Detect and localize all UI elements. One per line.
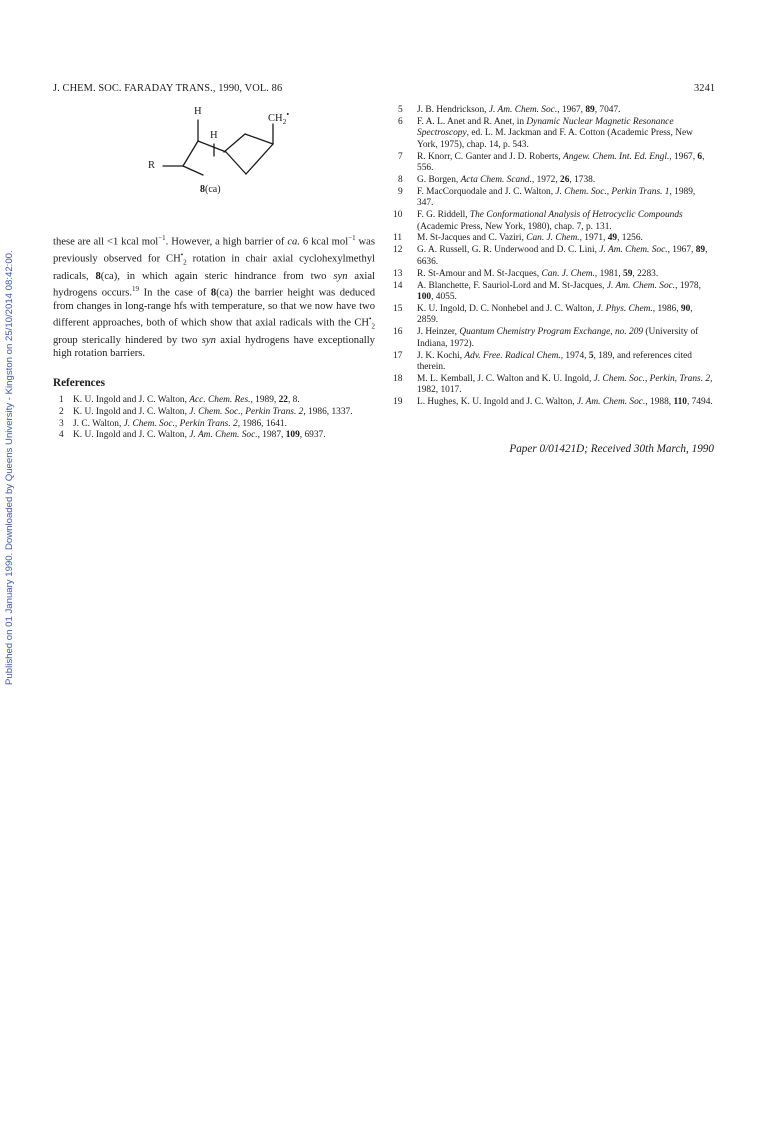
reference-source: J. Chem. Soc., Perkin Trans. 1 (555, 186, 670, 197)
reference-source: J. Chem. Soc., Perkin, Trans. 2 (593, 373, 711, 384)
reference-volume: 59 (623, 268, 633, 279)
reference-number: 8 (398, 174, 403, 185)
reference-volume: 90 (680, 303, 691, 314)
running-head-journal: J. CHEM. SOC. FARADAY TRANS., 1990, VOL. 86 (53, 83, 283, 94)
reference-pages: , 1738. (569, 174, 596, 185)
reference-authors: J. C. Walton, (73, 418, 124, 429)
reference-number: 5 (398, 105, 403, 115)
reference-volume: 89 (695, 245, 706, 256)
reference-item (395, 105, 713, 116)
reference-details: , 1988, (645, 397, 674, 408)
reference-number: 18 (393, 373, 403, 384)
reference-item (395, 245, 713, 268)
reference-authors: L. Hughes, K. U. Ingold and J. C. Walton, (417, 397, 577, 408)
reference-details: , 1978, (675, 280, 701, 291)
reference-number: 16 (393, 327, 403, 338)
reference-source: J. Phys. Chem. (596, 303, 653, 314)
reference-item (395, 152, 713, 175)
page-number: 3241 (694, 83, 716, 94)
figure-label-h-top: H (194, 106, 202, 117)
reference-pages: , 4055. (431, 292, 457, 302)
reference-number: 15 (393, 303, 403, 314)
reference-number: 2 (59, 406, 64, 417)
reference-details: , 1989, (250, 394, 279, 405)
reference-details: , 1972, (531, 174, 561, 185)
reference-authors: J. B. Hendrickson, (417, 105, 489, 115)
reference-volume: 89 (585, 105, 595, 115)
reference-authors: R. Knorr, C. Ganter and J. D. Roberts, (417, 151, 563, 162)
reference-volume: 110 (673, 397, 687, 408)
reference-details: , 1987, (257, 430, 286, 441)
reference-source: Acc. Chem. Res. (189, 394, 251, 405)
reference-number: 14 (393, 280, 403, 291)
reference-pages: , 6636. (417, 245, 708, 267)
reference-authors: R. St-Amour and M. St-Jacques, (417, 268, 542, 279)
paper-received-note: Paper 0/01421D; Received 30th March, 1990 (509, 443, 714, 455)
reference-number: 13 (393, 268, 403, 279)
reference-source: Can. J. Chem. (526, 233, 580, 244)
reference-authors: J. Heinzer, (417, 327, 460, 338)
reference-volume: 22 (278, 394, 288, 405)
reference-authors: K. U. Ingold and J. C. Walton, (73, 394, 190, 405)
reference-item (395, 327, 713, 350)
body-paragraph: these are all <1 kcal mol$^{-1}$. However, a high barrier of ca. 6 kcal mol$^{-1}$ was previously observed for $CH^•_2$ rotation in chair axial cyclohexylmethyl radicals, 8(ca), in which again steric hindrance from two syn axial hydrogens occurs.$^{19}$ In the case of 8(ca) the barrier height was deduced from changes in long-range hfs with temperature, so that we now have two different approaches, both of which show that axial radicals with the $CH^•_2$ group sterically hindered by two syn axial hydrogens have exceptionally high rotation barriers. (53, 234, 375, 360)
download-watermark-text: Published on 01 January 1990. Downloaded by Queens University - Kingston on 25/10/2014 08:42:00. (4, 250, 15, 685)
reference-source: J. Am. Chem. Soc. (606, 280, 676, 291)
ring-bond-1 (183, 141, 198, 166)
reference-pages: , 1256. (617, 233, 643, 244)
reference-number: 12 (393, 245, 403, 256)
reference-item (53, 430, 375, 441)
reference-source: Acta Chem. Scand. (460, 174, 532, 185)
references-heading: References (53, 376, 105, 389)
reference-item (395, 304, 713, 327)
reference-details: (Academic Press, New York, 1980), chap. 7, p. 131. (417, 221, 612, 232)
reference-source: Adv. Free. Radical Chem. (464, 350, 561, 361)
reference-details: , 1986, (652, 303, 681, 314)
reference-item (395, 269, 713, 280)
figure-caption: 8(ca) (200, 184, 221, 195)
reference-pages: , 7047. (594, 105, 621, 115)
reference-number: 3 (59, 418, 64, 429)
reference-volume: 49 (607, 233, 618, 244)
reference-item (53, 419, 375, 430)
reference-list-left (53, 395, 375, 442)
reference-authors: F. G. Riddell, (417, 210, 470, 221)
reference-details: , 1967, (667, 245, 696, 256)
reference-details: , 1986, 1641. (237, 418, 287, 429)
reference-item (395, 210, 713, 233)
download-watermark (3, 205, 17, 685)
ring-bond-3 (226, 152, 246, 174)
reference-item (395, 351, 713, 374)
reference-number: 7 (398, 151, 403, 162)
reference-source: J. Am. Chem. Soc. (488, 105, 558, 115)
right-column (395, 105, 713, 409)
reference-item (53, 407, 375, 418)
reference-details: , 1967, (557, 105, 586, 115)
reference-number: 4 (59, 430, 64, 441)
ring-bond-5 (245, 134, 273, 144)
reference-source: Can. J. Chem. (541, 268, 595, 279)
reference-authors: G. Borgen, (417, 174, 461, 185)
reference-source: J. Am. Chem. Soc. (599, 245, 668, 256)
reference-item (395, 374, 713, 397)
reference-number: 19 (393, 397, 403, 408)
reference-details: , 1989, 347. (417, 186, 696, 209)
reference-details: , ed. L. M. Jackman and F. A. Cotton (Academic Press, New York, 1975), chap. 14, p. 543. (417, 128, 693, 150)
figure-label-r: R (148, 160, 156, 171)
reference-authors: F. MacCorquodale and J. C. Walton, (417, 186, 556, 197)
reference-details: , 1967, (669, 151, 698, 162)
reference-volume: 100 (417, 292, 432, 302)
reference-item (395, 117, 713, 151)
reference-volume: 109 (285, 430, 300, 441)
reference-number: 11 (393, 233, 403, 244)
reference-volume: 6 (697, 151, 703, 162)
reference-details: , 1981, (594, 268, 623, 279)
reference-authors: K. U. Ingold and J. C. Walton, (73, 430, 190, 441)
reference-pages: , 7494. (686, 397, 713, 408)
reference-item (395, 175, 713, 186)
left-column (53, 232, 375, 442)
reference-source: J. Chem. Soc., Perkin Trans. 2, (189, 406, 306, 417)
reference-item (395, 397, 713, 408)
reference-authors: G. A. Russell, G. R. Underwood and D. C. Lini, (417, 245, 600, 256)
figure-label-ch2: $CH_2^•$ (268, 110, 290, 127)
reference-details: , 1982, 1017. (417, 373, 713, 396)
cyclohexylmethyl-structure-drawing (140, 104, 330, 200)
reference-details: , 1974, (560, 350, 589, 361)
reference-source: Dynamic Nuclear Magnetic Resonance Spectroscopy (417, 116, 674, 139)
reference-item (395, 187, 713, 210)
reference-volume: 5 (588, 350, 594, 361)
reference-pages: , 2859. (417, 303, 693, 326)
reference-source: Quantum Chemistry Program Exchange, no. 209 (459, 327, 644, 338)
reference-source: Angew. Chem. Int. Ed. Engl. (562, 151, 670, 162)
reference-authors: F. A. L. Anet and R. Anet, in (417, 116, 527, 127)
ring-bond-6 (224, 134, 245, 152)
reference-authors: A. Blanchette, F. Sauriol-Lord and M. St-Jacques, (417, 280, 607, 291)
ring-bond-2 (198, 141, 226, 152)
reference-details: (University of Indiana, 1972). (417, 327, 699, 349)
reference-pages: , 556. (417, 151, 705, 174)
reference-pages: , 189, and references cited therein. (417, 350, 692, 372)
reference-authors: M. St-Jacques and C. Vaziri, (417, 233, 527, 244)
reference-list-right (395, 105, 713, 409)
reference-number: 9 (398, 186, 403, 197)
reference-authors: K. U. Ingold and J. C. Walton, (73, 406, 190, 417)
reference-source: J. Am. Chem. Soc. (189, 430, 258, 441)
reference-details: 1986, 1337. (305, 406, 353, 417)
reference-item (53, 395, 375, 406)
reference-number: 6 (398, 116, 403, 127)
reference-pages: , 2283. (632, 268, 659, 279)
reference-details: , 1971, (579, 233, 608, 244)
reference-number: 1 (59, 394, 64, 405)
structure-figure (140, 104, 330, 200)
ring-bond-7 (183, 166, 203, 175)
reference-pages: , 8. (287, 394, 300, 405)
reference-item (395, 233, 713, 244)
reference-source: J. Am. Chem. Soc. (577, 397, 646, 408)
reference-source: J. Chem. Soc., Perkin Trans. 2 (123, 418, 238, 429)
reference-number: 17 (393, 350, 403, 361)
figure-label-h-inner: H (210, 130, 218, 141)
ring-bond-4 (246, 144, 273, 174)
reference-pages: , 6937. (299, 430, 326, 441)
reference-authors: K. U. Ingold, D. C. Nonhebel and J. C. Walton, (417, 303, 597, 314)
reference-authors: M. L. Kemball, J. C. Walton and K. U. Ingold, (417, 373, 594, 384)
reference-volume: 26 (560, 174, 570, 185)
reference-source: The Conformational Analysis of Hetrocyclic Compounds (469, 210, 683, 221)
reference-authors: J. K. Kochi, (417, 350, 465, 361)
reference-item (395, 281, 713, 304)
reference-number: 10 (393, 210, 403, 221)
